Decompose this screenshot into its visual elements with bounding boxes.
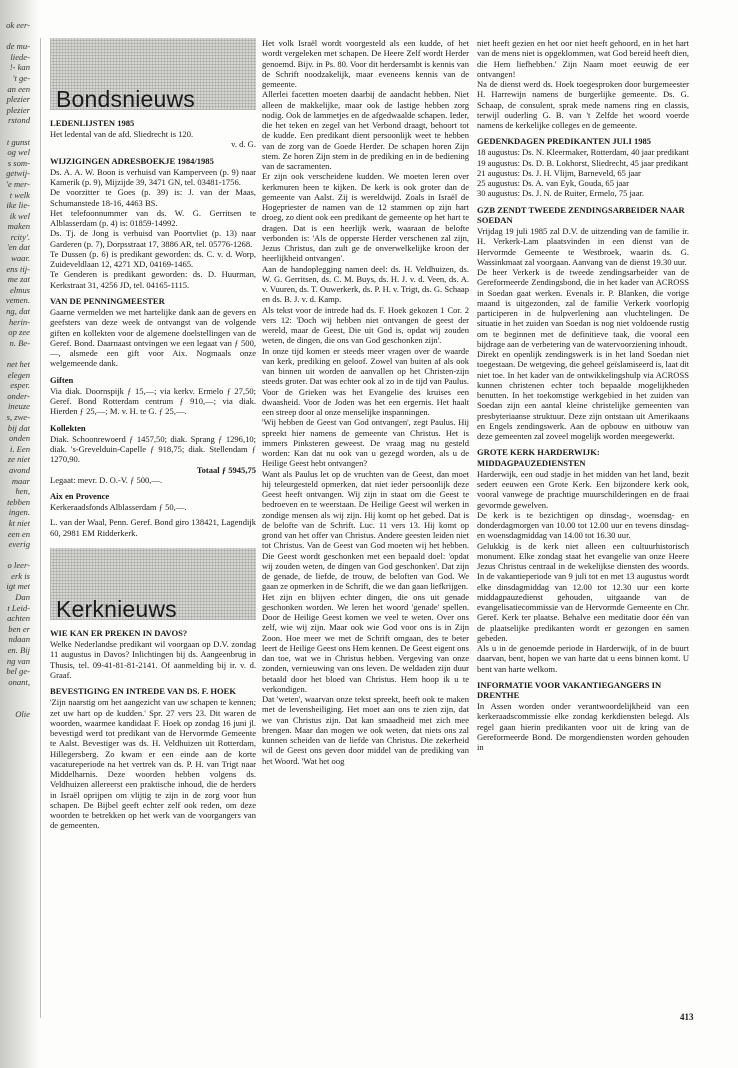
column-3 (477, 38, 689, 752)
col2-paragraph: Er zijn ook verscheidene kudden. We moeten leren over kerkmuren heen te kijken. De kerk is ook groter dan de gemeente van Aalst. Zij is wereldwijd. Zoals in Israël de Hogepriester de namen van de 12 stammen op zijn hart droeg, zo dient ook een predikant de gemeente op het hart te dragen. Dat is een heerlijk werk, waaraan de belofte verbonden is: 'Als de opperste Herder verschenen zal zijn, Jezus Christus, dan zult ge de onverwelkelijke kroon der heerlijkheid ontvangen'. (262, 171, 469, 264)
edge-text-line: an een (7, 83, 30, 94)
col2-paragraph: Dat 'weten', waarvan onze tekst spreekt, heeft ook te maken met de levensheiliging. Het moet aan ons te zien zijn, dat we van Christus zijn. Dat kan smaadheid met zich mee brengen. Maar dan mogen we ook weten, dat niets ons zal kunnen scheiden van de liefde van Christus. Die zekerheid wil de Geest ons geven door middel van de prediking van het Woord. 'Wat het oog (262, 694, 469, 766)
adresboekje-line: Ds. A. A. W. Boon is verhuisd van Kamperveen (p. 9) naar Kamerik (p. 9), Mijzijde 39, 3471 GN, tel. 03481-1756. (50, 166, 256, 188)
bondsnieuws-banner (50, 38, 256, 110)
edge-text-line: Olie (15, 708, 30, 719)
col2-paragraph: Want als Paulus let op de vruchten van de Geest, dan moet hij teleurgesteld opmerken, dat niet ieder persoonlijk deze Geest heeft ontvangen. Wij zijn in staat om die Geest te bedroeven en te weerstaan. De Heilige Geest wil werken in zondige mensen als wij zijn. Hij komt op het gebed. Dat is de belofte van de Schrift. Luc. 11 vers 13. Hij komt op grond van het offer van Christus. Andere geesten leiden niet tot Christus. Van de Geest van God moeten wij het hebben. Die Geest wordt geschonken met een bepaald doel: 'opdat wij zouden weten, de dingen van God geschonken'. Dat zijn de genade, de liefde, de trouw, de beloften van God. We gaan ze opmerken in de Schrift, die we dan gaan liefkrijgen. (262, 468, 469, 592)
totaal-label: Totaal (196, 464, 220, 475)
adresboekje-line: Ds. Tj. de Jong is verhuisd van Poortvliet (p. 13) naar Garderen (p. 7), Dorpsstraat 17, 3886 AR, tel. 05776-1268. (50, 228, 256, 249)
edge-text-line: me zat (7, 274, 30, 285)
gedenkdagen-line: 25 augustus: Ds. A. van Eyk, Gouda, 65 jaar (477, 178, 629, 189)
edge-text-line: ok eer- (6, 20, 30, 30)
adresboekje-heading: WIJZIGINGEN ADRESBOEKJE 1984/1985 (50, 155, 214, 166)
penningmeester-signature: L. van der Waal, Penn. Geref. Bond giro 138421, Lagendijk 60, 2981 EM Ridderkerk. (50, 517, 256, 538)
col2-paragraph: Het zijn en blijven echter dingen, die ons uit genade geschonken worden. We leren het woord 'genade' spellen. Door de Heilige Geest komen we veel te weten. Over ons zelf, wie wij zijn. Maar ook wie God voor ons is in Zijn Zoon. Hoe meer we met de Schrift omgaan, des te beter leert de Heilige Geest ons Hem kennen. De Geest eigent ons dan toe, wat we in Christus hebben. Vergeving van onze zonden, vernieuwing van ons leven. De weldaden zijn duur betaald door het bloed van Christus. Hem hoop ik u te verkondigen. (262, 591, 469, 694)
edge-text-line: elmus (9, 284, 30, 295)
col2-paragraph: Allerlei facetten moeten daarbij de aandacht hebben. Niet alleen de makkelijke, maar ook de lastige hebben zorg nodig. Ook de lammetjes en de afgedwaalde schapen. Ieder, die het teken en zegel van het Verbond draagt, behoort tot de kudde. Een predikant dient persoonlijk weet te hebben van de zorg van de Goede Herder. De schapen horen Zijn stem. Ze horen Zijn stem in de prediking en in de bediening van de sacramenten. (262, 89, 469, 171)
giften-text: Via diak. Doornspijk ƒ 15,—; via kerkv. Ermelo ƒ 27,50; Geref. Bond Rotterdam centrum ƒ 910,—; via diak. Hierden ƒ 25,—; M. v. H. te G. ƒ 25,—. (50, 385, 256, 417)
hoek-heading: BEVESTIGING EN INTREDE VAN DS. F. HOEK (50, 686, 237, 697)
page-number: 413 (680, 1012, 694, 1022)
edge-text-line: onant, (8, 676, 30, 687)
edge-text-line (0, 348, 30, 359)
edge-text-line: waar. (11, 253, 30, 264)
edge-text-line (0, 687, 30, 698)
adresboekje-line: De voorzitter te Goes (p. 39) is: J. van der Maas, Schumanstede 18-16, 4463 BS. (50, 187, 256, 208)
harderwijk-paragraph: Als u in de genoemde periode in Harderwijk, of in de buurt daarvan, bent, hopen we van harte dat u eens binnen komt. U bent van harte welkom. (477, 643, 689, 674)
edge-text-line (0, 550, 30, 561)
col2-paragraph: Als tekst voor de intrede had ds. F. Hoek gekozen 1 Cor. 2 vers 12: 'Doch wij hebben niet ontvangen de geest der wereld, maar de Geest, Die uit God is, opdat wij zouden weten, de dingen, die ons van God geschonken zijn'. (262, 304, 469, 346)
adresboekje-line: Te Dussen (p. 6) is predikant geworden: ds. C. v. d. Worp, Zuideveldlaan 12, 4271 XD, 04169-1465. (50, 248, 256, 270)
penningmeester-text: Gaarne vermelden we met hartelijke dank aan de gevers en geefsters van deze week de ontvangst van de volgende giften en kollekten voor de algemene doelstellingen van de Geref. Bond. Daarnaast ontvingen we een legaat van ƒ 500,—, alsmede een gift voor Aix. Nogmaals onze welgemeende dank. (50, 307, 256, 369)
edge-text-line: og wel (7, 147, 30, 158)
kollekten-heading: Kollekten (50, 422, 86, 433)
edge-text-line (0, 31, 30, 42)
edge-text-line: net het (6, 359, 30, 369)
harderwijk-heading: GROTE KERK HARDERWIJK: MIDDAGPAUZEDIENSTEN (477, 447, 600, 468)
harderwijk-paragraph: De kerk is te bezichtigen op dinsdag-, woensdag- en donderdagmorgen van 10.00 tot 12.00 uur en tevens dinsdag- en woensdagmiddag van 14.00 tot 16.30 uur. (477, 509, 689, 541)
edge-text-line: 'en dat (6, 242, 30, 253)
kerknieuws-banner (50, 548, 256, 620)
kollekten-text: Diak. Schoonrewoerd ƒ 1457,50; diak. Sprang ƒ 1296,10; diak. 's-Grevelduin-Capelle ƒ 918,75; diak. Stellendam ƒ 1270,90. (50, 433, 256, 465)
aix-heading: Aix en Provence (50, 491, 110, 502)
soedan-paragraph: Vrijdag 19 juli 1985 zal D.V. de uitzending van de familie ir. H. Verkerk-Lam plaatsvinden in een dienst van de Hervormde Gemeente te Westbroek, waarin ds. G. Wassinkmaat zal voorgaan. Aanvang van de dienst 19.30 uur. (477, 226, 689, 267)
edge-text-line: op zee (8, 327, 30, 338)
edge-text-line: erk is (11, 570, 30, 581)
edge-text-line: ze niet (7, 454, 30, 465)
edge-text-line: t welk (9, 189, 30, 200)
column-2 (262, 38, 469, 766)
edge-text-line: rcity'. (10, 231, 30, 242)
ledenlijsten-heading: LEDENLIJSTEN 1985 (50, 118, 135, 128)
col2-paragraph: 'Wij hebben de Geest van God ontvangen', zegt Paulus. Hij spreekt hier namens de gemeente van Christus. Het is immers Pinksteren geweest. De vraag mag nu gesteld worden: Kan dat nu ook van u gezegd worden, als u de Heilige Geest hebt ontvangen? (262, 417, 469, 469)
edge-text-line: bij dat (7, 422, 30, 433)
legaat-text: Legaat: mevr. D. O.-V. ƒ 500,—. (50, 474, 163, 485)
column-1 (50, 38, 256, 831)
edge-text-line: de mu- (6, 41, 30, 52)
drenthe-text: In Assen worden onder verantwoordelijkheid van een kerkeraadscommissie elke zondag kerkdiensten belegd. Als regel gaan hierin predikanten voor uit de kring van de Gereformeerde Bond. De morgendiensten worden gehouden in (477, 701, 689, 753)
soedan-heading: GZB ZENDT TWEEDE ZENDINGSARBEIDER NAAR SOEDAN (477, 204, 685, 225)
edge-text-line: esper. (10, 380, 30, 391)
edge-text-line (0, 126, 30, 137)
gedenkdagen-line: 19 augustus: Ds. D. B. Lokhorst, Sliedrecht, 45 jaar predikant (477, 157, 689, 168)
edge-text-line: getwij- (6, 168, 30, 179)
edge-text-line: ik wel (9, 210, 30, 221)
edge-text-line: ben er (8, 623, 30, 634)
edge-text-line: hen, (15, 486, 30, 497)
column-rule (40, 38, 41, 1018)
edge-text-line: everig (8, 539, 30, 550)
edge-text-line: ike lie- (6, 200, 30, 211)
soedan-paragraph: Direkt en openlijk zendingswerk is in het land Soedan niet toegestaan. De wetgeving, die geheel geïslamiseerd is, laat dit niet toe. In het kader van de ontwikkelingshulp via ACROSS kunnen christenen echter toch bepaalde mogelijkheden benutten. In het toekomstige werkgebied in het zuiden van Soedan zijn een aantal kleine christelijke gemeenten van presbyteriaanse struktuur. Deze zijn ontstaan uit Amerikaans en Engels zendingswerk. Aan de opbouw en uitbouw van deze gemeenten zal zoveel mogelijk worden meegewerkt. (477, 349, 689, 442)
edge-text-line: ens tij- (6, 263, 30, 274)
edge-text-line: ng, dat (6, 306, 30, 317)
edge-text-line: t Leid- (7, 602, 30, 613)
bondsnieuws-title: Bondsnieuws (56, 85, 196, 112)
edge-text-line: en. Bij (7, 645, 30, 656)
edge-text-line: s som- (7, 157, 30, 168)
edge-text-line: ng van (6, 655, 30, 666)
edge-text-line (0, 698, 30, 709)
harderwijk-paragraph: Harderwijk, een oud stadje in het midden van het land, bezit sedert eeuwen een Grote Kerk. Een bijzondere kerk ook, vooral vanwege de prachtige muurschilderingen en de fraai gevormde gewelven. (477, 468, 689, 510)
totaal-value: ƒ 5945,75 (221, 464, 256, 475)
davos-text: Welke Nederlandse predikant wil voorgaan op D.V. zondag 11 augustus in Davos? Inlichtingen bij ds. Aangeenbrug in Thusis, tel. 09-41-81-81-2141. Of aanmelding bij ir. v. d. Graaf. (50, 639, 256, 680)
edge-text-line: n. Be- (9, 337, 30, 348)
previous-page-edge-text (0, 20, 30, 850)
giften-heading: Giften (50, 374, 74, 385)
edge-text-line: avond (8, 464, 30, 475)
edge-text-line: maar (11, 475, 30, 486)
edge-text-line: !- kan (9, 62, 30, 73)
edge-text-line: tebben (7, 496, 30, 507)
edge-text-line: s, zwe- (6, 411, 30, 422)
ledenlijsten-signature: v. d. G. (231, 139, 256, 150)
aix-text: Kerkeraadsfonds Alblasserdam ƒ 50,—. (50, 502, 187, 513)
edge-text-line: ineuze (8, 401, 30, 412)
col2-paragraph: In onze tijd komen er steeds meer vragen over de waarde van kerk, prediking en geloof. Zowel van buiten af als ook van binnen uit worden de aanvallen op het Christen-zijn steeds groter. Dat was echter ook al zo in de tijd van Paulus. Voor de Grieken was het Evangelie des kruises een dwaasheid. Voor de Joden was het een ergernis. Het haalt een streep door al onze menselijke inspanningen. (262, 345, 469, 417)
edge-text-line: plezier (6, 94, 30, 105)
edge-text-line: ingen. (8, 507, 30, 518)
gedenkdagen-line: 21 augustus: Ds. J. H. Vlijm, Barneveld, 65 jaar (477, 167, 641, 178)
edge-text-line: vemen. (5, 295, 30, 306)
soedan-paragraph: De heer Verkerk is de tweede zendingsarbeider van de Gereformeerde Zendingsbond, die in het kader van ACROSS in Soedan gaat werken. Evenals ir. P. Blanken, die vorige maand is uitgezonden, zal de familie Verkerk voorlopig participeren in de hulpverlening aan vluchtelingen. De situatie in het zuiden van Soedan is nog niet voldoende rustig om te beginnen met de definitieve taak, die vooral een bijdrage aan de verbetering van de watervoorziening inhoudt. (477, 267, 689, 349)
gedenkdagen-line: 30 augustus: Ds. J. N. de Ruiter, Ermelo, 75 jaar. (477, 188, 645, 199)
penningmeester-heading: VAN DE PENNINGMEESTER (50, 295, 165, 306)
col3-intro: niet heeft gezien en het oor niet heeft gehoord, en in het hart van de mens niet is opgeklommen, wat God bereid heeft dien, die Hem liefhebben.' Zijn Naam moet eeuwig de eer ontvangen! (477, 38, 689, 79)
ledenlijsten-text: Het ledental van de afd. Sliedrecht is 120. (50, 129, 194, 140)
harderwijk-paragraph: Gelukkig is de kerk niet alleen een cultuurhistorisch monument. Elke zondag staat het evangelie van onze Heere Jezus Christus centraal in de wekelijkse diensten des woords. In de vakantieperiode van 9 juli tot en met 13 augustus wordt elke dinsdagmiddag van 12.00 tot 12.30 uur een korte middagpauzedienst gehouden, uitgaande van de evangelisatiecommissie van de Hervormde Gemeente en Chr. Geref. Kerk ter plaatse. Behalve een meditatie door één van de plaatselijke predikanten wordt er gezongen en samen gebeden. (477, 540, 689, 643)
edge-text-line: liede- (10, 51, 30, 62)
col3-intro: Na de dienst werd ds. Hoek toegesproken door burgemeester H. Harrewijn namens de burgerlijke gemeente. Ds. G. Schaap, de consulent, sprak mede namens ring en classis, terwijl ouderling G. B. van 't Zelfde het woord voerde namens de kerkelijke colleges en de gemeente. (477, 79, 689, 130)
edge-text-line: ndaan (8, 634, 30, 645)
edge-text-line: kt niet (8, 517, 30, 528)
hoek-text: 'Zijn naarstig om het aangezicht van uw schapen te kennen; zet uw hart op de kudden.' Spr. 27 vers 23. Dit waren de woorden, waarmee kandidaat F. Hoek op zondag 16 juni jl. bevestigd werd tot predikant van de Hervormde Gemeente te Aalst. Bevestiger was ds. H. Veldhuizen uit Rotterdam, Hillegersberg. Zo kwam er een einde aan de korte vacatureperiode na het vertrek van ds. P. H. van Trigt naar Middelharnis. Deze woorden hebben volgens ds. Veldhuizen allereerst een praktische inhoud, die de herders in Israël oprijpen om vlijtig te zijn in de zorg voor hun schapen. De Bijbel geeft echter zelf ook reden, om deze woorden te betrekken op het werk van de voorgangers van de gemeenten. (50, 697, 256, 831)
col2-paragraph: Het volk Israël wordt voorgesteld als een kudde, of het wordt vergeleken met schapen. De Heere Zelf wordt Herder genoemd. Bijv. in Ps. 80. Voor dit herdersambt is kennis van de Schrift noodzakelijk, maar eveneens kennis van de gemeente. (262, 38, 469, 89)
edge-text-line: onder- (7, 390, 30, 401)
gedenkdagen-heading: GEDENKDAGEN PREDIKANTEN JULI 1985 (477, 136, 652, 147)
edge-text-line: igt met (6, 581, 30, 592)
edge-text-line: rstond (8, 115, 30, 126)
edge-text-line: herin- (8, 316, 30, 327)
edge-text-line: onden (8, 433, 30, 444)
edge-text-line: o leer- (7, 560, 30, 571)
kerknieuws-title: Kerknieuws (56, 595, 177, 622)
edge-text-line: i. Een (9, 443, 30, 454)
edge-text-line: bel ge- (6, 666, 30, 677)
davos-heading: WIE KAN ER PREKEN IN DAVOS? (50, 627, 188, 638)
edge-text-line: plezier (6, 104, 30, 115)
drenthe-heading: INFORMATIE VOOR VAKANTIEGANGERS IN DRENTHE (477, 679, 662, 700)
col2-paragraph: Aan de handoplegging namen deel: ds. H. Veldhuizen, ds. W. G. Gerritsen, ds. C. M. Buys, ds. H. J. v. d. Veen, ds. A. v. Vuuren, ds. T. Ouwerkerk, ds. P. H. v. Trigt, ds. G. Schaap en ds. B. J. v. d. Kamp. (262, 263, 469, 305)
edge-text-line: t gunst (6, 136, 30, 147)
edge-text-line: een en (7, 528, 30, 539)
totaal-line (50, 465, 256, 475)
gedenkdagen-line: 18 augustus: Ds. N. Kleermaker, Rotterdam, 40 jaar predikant (477, 147, 689, 158)
edge-text-line: elegen (7, 369, 30, 380)
edge-text-line: maken (7, 221, 30, 232)
edge-text-line: 'e mer- (6, 178, 30, 189)
edge-text-line: Dan (15, 592, 30, 603)
adresboekje-line: Het telefoonnummer van ds. W. G. Gerritsen te Alblasserdam (p. 4) is: 01859-14992. (50, 207, 256, 229)
edge-text-line: achten (7, 613, 30, 624)
edge-text-line: 't ge- (12, 72, 30, 83)
adresboekje-line: Te Genderen is predikant geworden: ds. D. Huurman, Kerkstraat 31, 4256 JD, tel. 04165-1115. (50, 269, 256, 290)
